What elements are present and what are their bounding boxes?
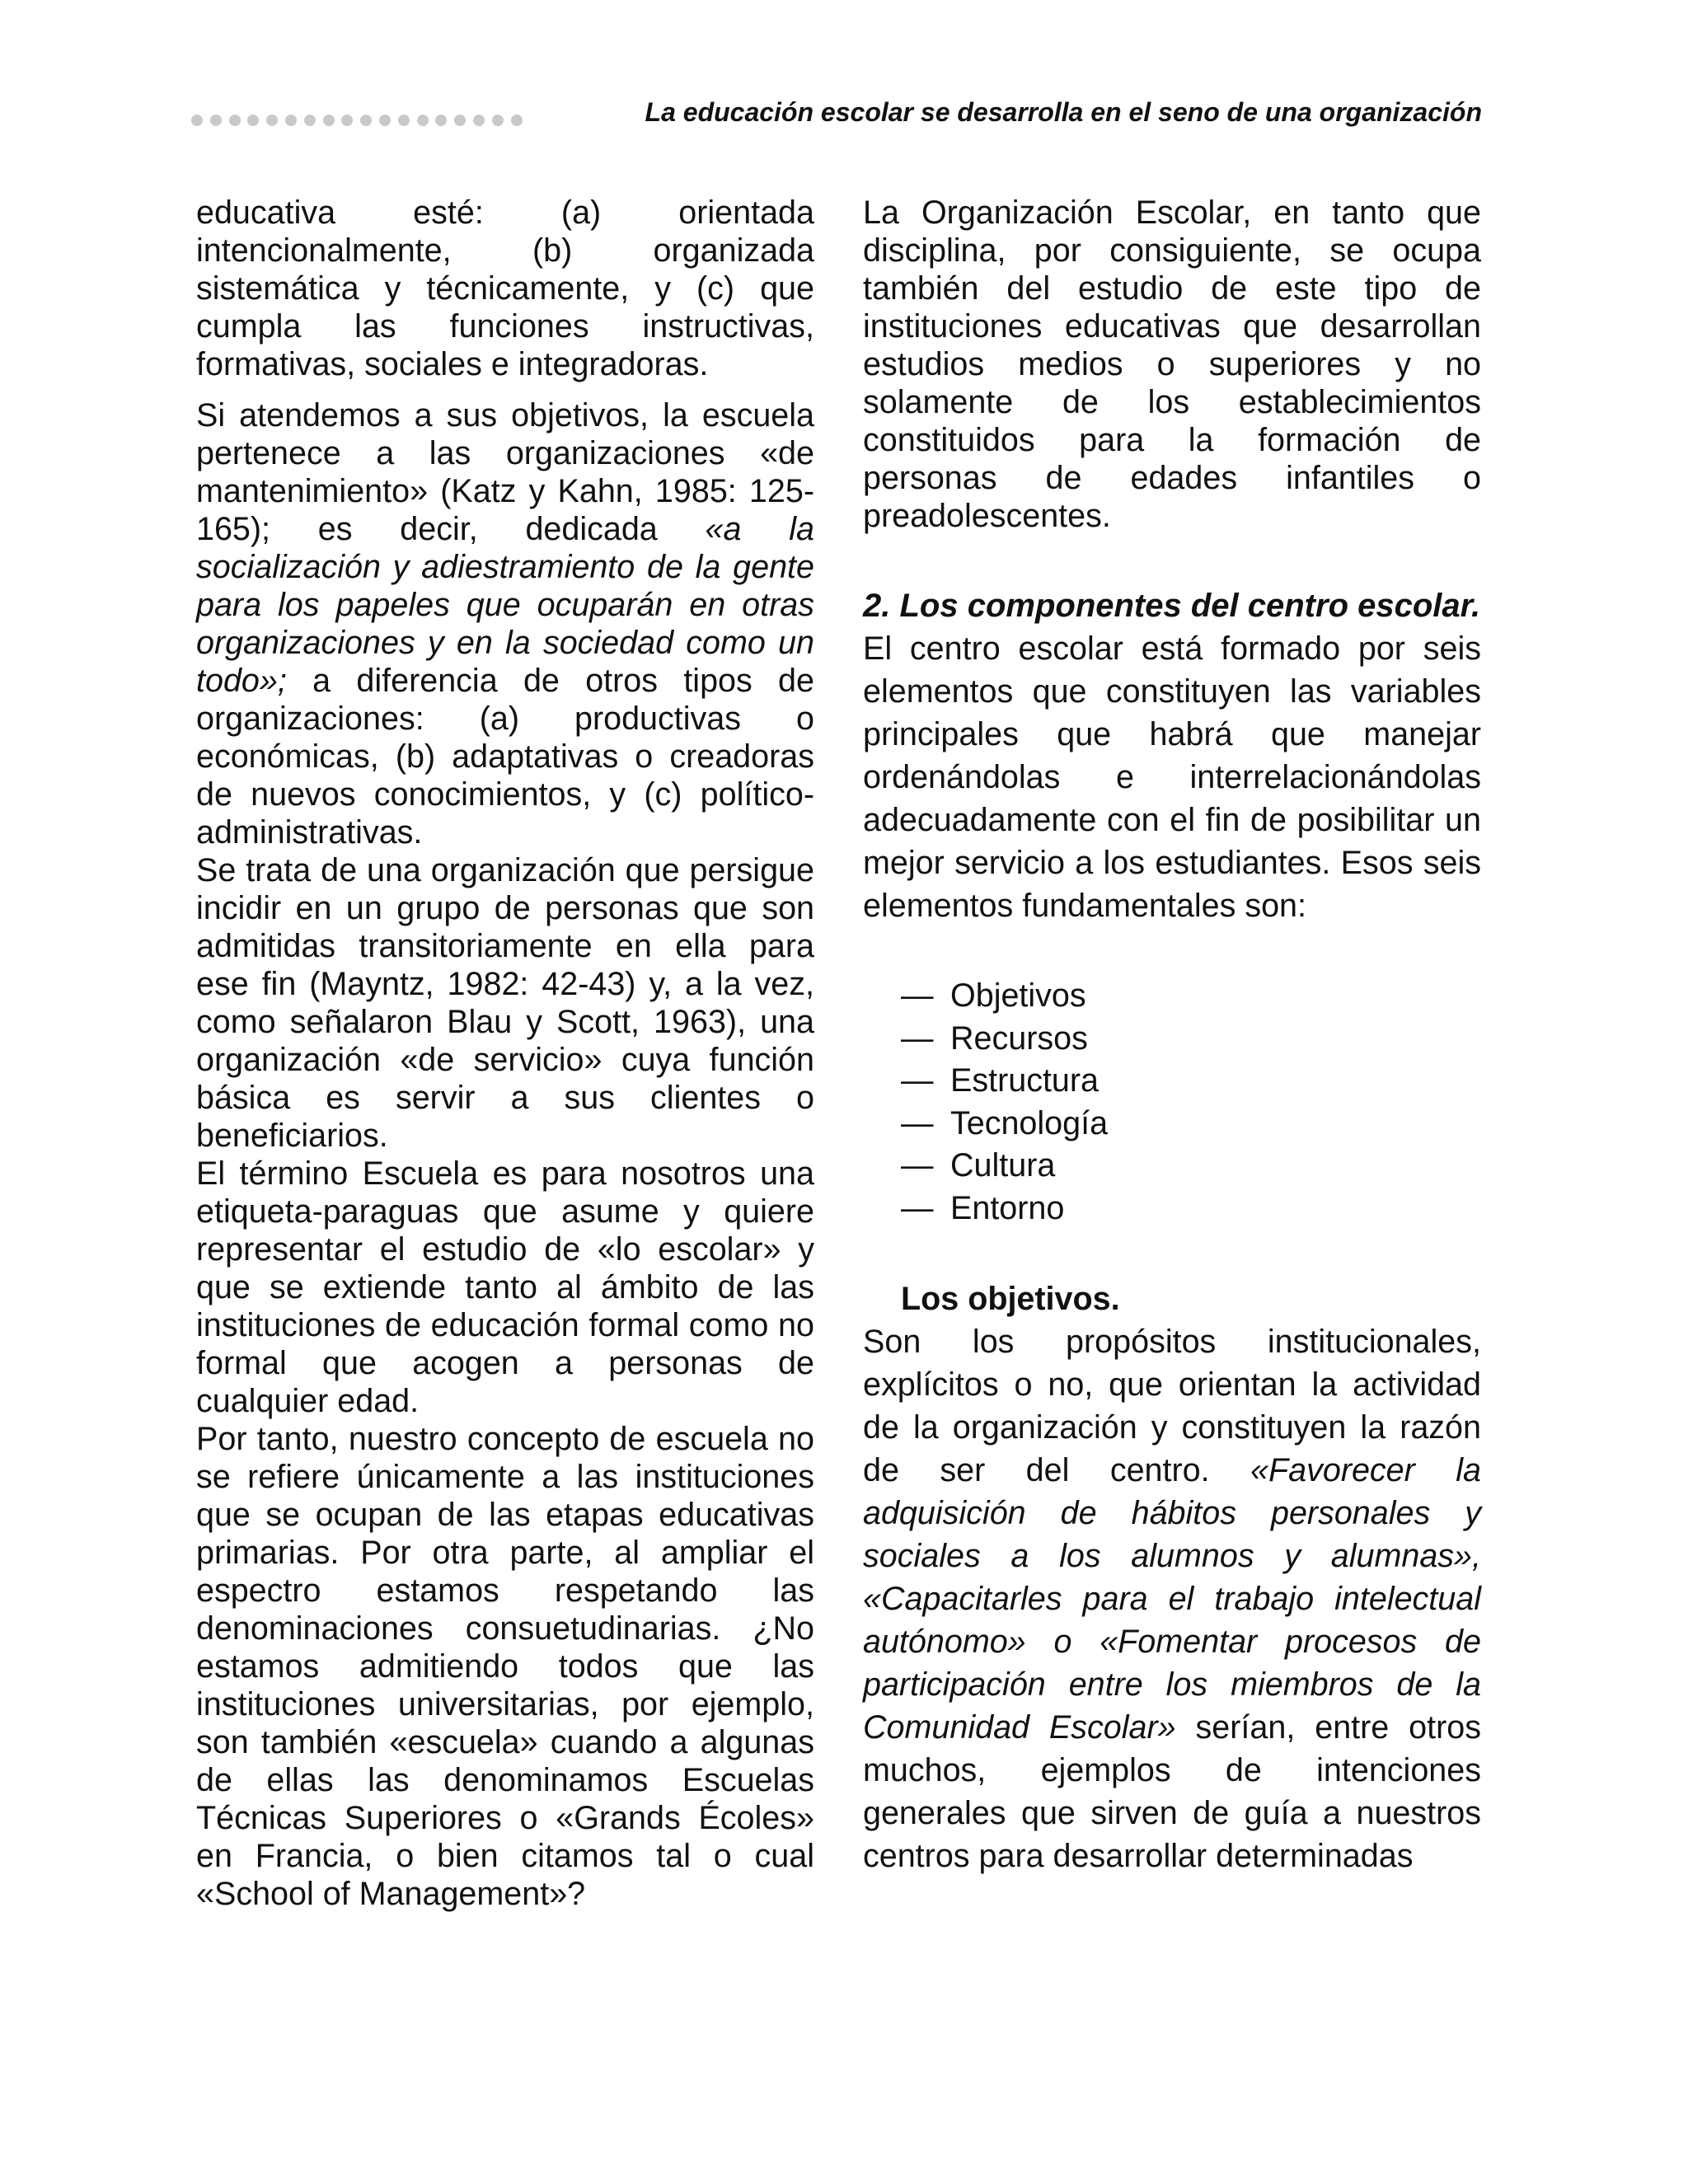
left-paragraph-2-quote: «a la socialización y adiestramiento de la gente para los papeles que ocuparán en otras organizaciones y en la sociedad como un todo»;: [196, 511, 814, 699]
dot-ornament: [398, 115, 410, 126]
dash-bullet: —: [901, 1104, 934, 1141]
list-item: [901, 1103, 1481, 1146]
dash-bullet: —: [901, 1189, 934, 1226]
left-paragraph-4: El término Escuela es para nosotros una etiqueta-paraguas que asume y quiere representar el estudio de «lo escolar» y que se extiende tanto al ámbito de las instituciones de educación formal como no formal que acogen a personas de cualquier edad.: [196, 1155, 814, 1419]
list-item: [901, 1188, 1481, 1230]
list-item: [901, 1060, 1481, 1103]
dot-ornament: [247, 115, 259, 126]
right-paragraph-3: [863, 1320, 1481, 1877]
left-paragraph-2-text-b: a diferencia de otros tipos de organizaciones: (a) productivas o económicas, (b) adaptativas o creadoras de nuevos conocimientos, y (c) político-administrativas.: [196, 663, 814, 851]
components-section: [863, 584, 1481, 1877]
decorative-dots: [191, 115, 523, 126]
left-paragraph-1: educativa esté: (a) orientada intencionalmente, (b) organizada sistemática y técnicamente, y (c) que cumpla las funciones instructivas, formativas, sociales e integradoras.: [196, 194, 814, 382]
dash-bullet: —: [901, 1147, 934, 1183]
right-paragraph-3-text-b: serían, entre otros muchos, ejemplos de intenciones generales que sirven de guía a nuestros centros para desarrollar determinadas: [863, 1709, 1481, 1874]
right-column: [863, 194, 1481, 1877]
dot-ornament: [229, 115, 241, 126]
elements-list: [901, 975, 1481, 1230]
dash-bullet: —: [901, 1062, 934, 1099]
dot-ornament: [323, 115, 335, 126]
dot-ornament: [285, 115, 297, 126]
dot-ornament: [304, 115, 316, 126]
right-paragraph-1: La Organización Escolar, en tanto que disciplina, por consiguiente, se ocupa también del estudio de este tipo de instituciones educativas que desarrollan estudios medios o superiores y no solamente de los establecimientos constituidos para la formación de personas de edades infantiles o preadolescentes.: [863, 194, 1481, 534]
dot-ornament: [379, 115, 391, 126]
dot-ornament: [454, 115, 466, 126]
running-title: La educación escolar se desarrolla en el seno de una organización: [645, 97, 1482, 127]
list-item-label: Tecnología: [950, 1104, 1109, 1141]
left-paragraph-2: [196, 396, 814, 851]
dot-ornament: [210, 115, 222, 126]
left-paragraph-5: Por tanto, nuestro concepto de escuela no se refiere únicamente a las instituciones que se ocupan de las etapas educativas primarias. Por otra parte, al ampliar el espectro estamos respetando las denominaciones consuetudinarias. ¿No estamos admitiendo todos que las instituciones universitarias, por ejemplo, son también «escuela» cuando a algunas de ellas las denominamos Escuelas Técnicas Superiores o «Grands Écoles» en Francia, o bien citamos tal o cual «School of Management»?: [196, 1421, 814, 1912]
list-item-label: Estructura: [950, 1062, 1100, 1099]
left-paragraph-2-text-a: Si atendemos a sus objetivos, la escuela pertenece a las organizaciones «de mantenimiento» (Katz y Kahn, 1985: 125-165); es decir, dedicada: [196, 397, 814, 547]
dash-bullet: —: [901, 1019, 934, 1057]
list-item-label: Cultura: [950, 1147, 1056, 1183]
dot-ornament: [473, 115, 485, 126]
list-item-label: Recursos: [950, 1019, 1088, 1057]
left-column: [196, 194, 814, 1913]
list-item-label: Entorno: [950, 1189, 1065, 1226]
left-paragraph-3: Se trata de una organización que persigue incidir en un grupo de personas que son admitidas transitoriamente en ella para ese fin (Mayntz, 1982: 42-43) y, a la vez, como señalaron Blau y Scott, 1963), una organización «de servicio» cuya función básica es servir a sus clientes o beneficiarios.: [196, 852, 814, 1154]
dot-ornament: [191, 115, 203, 126]
right-paragraph-2: El centro escolar está formado por seis elementos que constituyen las variables principales que habrá que manejar ordenándolas e interrelacionándolas adecuadamente con el fin de posibilitar un mejor servicio a los estudiantes. Esos seis elementos fundamentales son:: [863, 630, 1481, 924]
dot-ornament: [435, 115, 447, 126]
list-item: [901, 1145, 1481, 1188]
list-item-label: Objetivos: [950, 977, 1086, 1014]
dot-ornament: [511, 115, 523, 126]
list-item: [901, 1018, 1481, 1061]
dot-ornament: [266, 115, 278, 126]
right-paragraph-3-quote: «Favorecer la adquisición de hábitos personales y sociales a los alumnos y alumnas», «Capacitarles para el trabajo intelectual autónomo» o «Fomentar procesos de participación entre los miembros de la Comunidad Escolar»: [863, 1452, 1481, 1746]
subheading-objetivos: Los objetivos.: [901, 1281, 1120, 1317]
right-paragraph-3-text-a: Son los propósitos institucionales, explícitos o no, que orientan la actividad de la organización y constituyen la razón de ser del centro.: [863, 1324, 1481, 1488]
section-heading: 2. Los componentes del centro escolar.: [863, 588, 1481, 624]
dot-ornament: [417, 115, 429, 126]
list-item: [901, 975, 1481, 1018]
dot-ornament: [341, 115, 353, 126]
dot-ornament: [492, 115, 504, 126]
page-header: [0, 97, 1688, 138]
dash-bullet: —: [901, 977, 934, 1014]
dot-ornament: [360, 115, 372, 126]
